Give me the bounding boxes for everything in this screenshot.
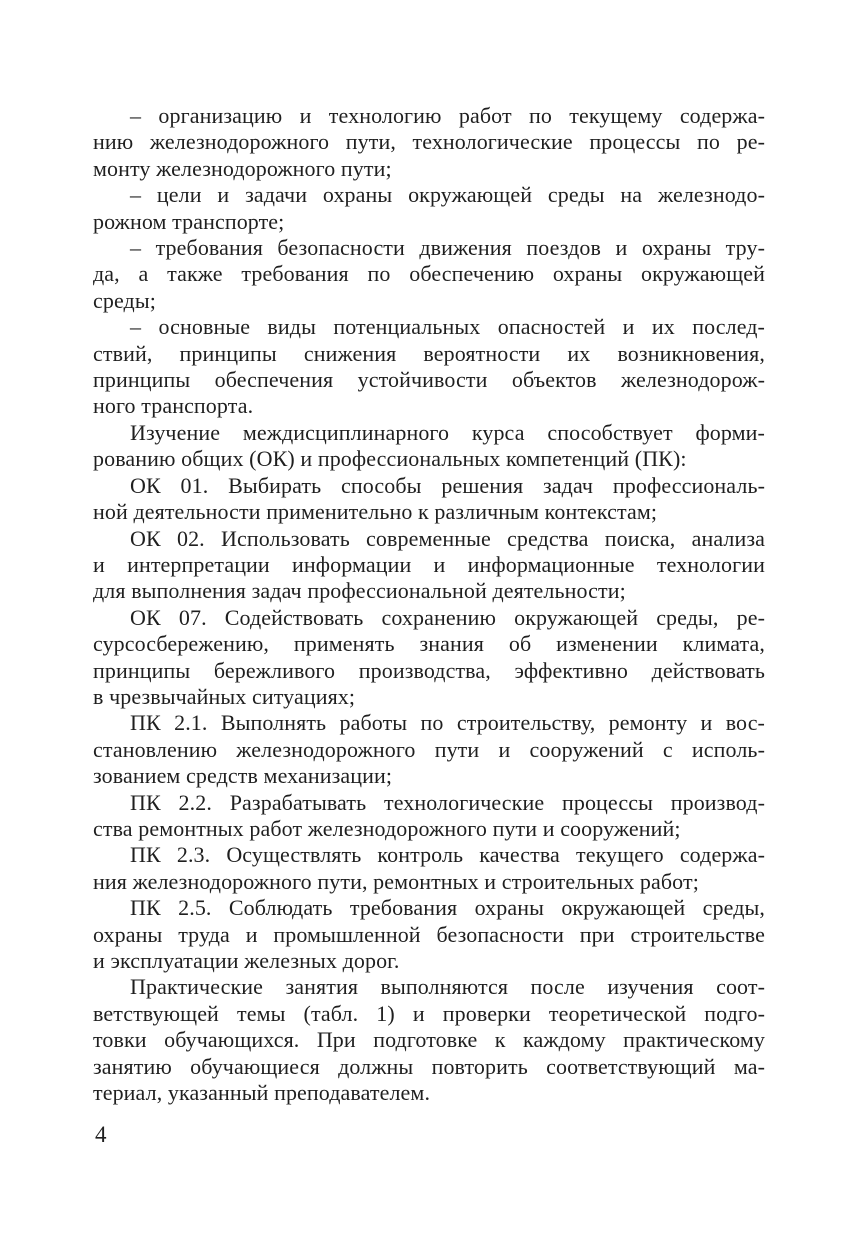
- text-line: Изучение междисциплинарного курса способствует форми-: [130, 419, 765, 445]
- paragraph: [93, 790, 765, 843]
- paragraph: [93, 605, 765, 711]
- text-line: принципы обеспечения устойчивости объектов железнодорож-: [93, 367, 765, 393]
- text-line: рованию общих (ОК) и профессиональных компетенций (ПК):: [93, 446, 687, 472]
- text-line: охраны труда и промышленной безопасности при строительстве: [93, 921, 765, 947]
- text-line: среды;: [93, 287, 156, 313]
- text-line: зованием средств механизации;: [93, 763, 393, 789]
- paragraph: [93, 473, 765, 526]
- paragraph: [93, 974, 765, 1106]
- paragraph: [93, 235, 765, 314]
- text-line: – требования безопасности движения поездов и охраны тру-: [130, 235, 765, 261]
- text-line: для выполнения задач профессиональной деятельности;: [93, 578, 626, 604]
- paragraph: [93, 710, 765, 789]
- text-line: – основные виды потенциальных опасностей и их послед-: [130, 314, 765, 340]
- text-line: да, а также требования по обеспечению охраны окружающей: [93, 261, 765, 287]
- text-line: ПК 2.5. Соблюдать требования охраны окружающей среды,: [130, 895, 765, 921]
- text-line: ствий, принципы снижения вероятности их возникновения,: [93, 340, 765, 366]
- paragraph: [93, 420, 765, 473]
- text-line: ства ремонтных работ железнодорожного пути и сооружений;: [93, 815, 681, 841]
- text-line: ПК 2.1. Выполнять работы по строительству, ремонту и вос-: [130, 710, 765, 736]
- paragraph: [93, 314, 765, 420]
- text-line: ПК 2.3. Осуществлять контроль качества текущего содержа-: [130, 842, 765, 868]
- text-line: ОК 07. Содействовать сохранению окружающей среды, ре-: [130, 604, 765, 630]
- text-line: ОК 01. Выбирать способы решения задач профессиональ-: [130, 472, 765, 498]
- text-line: и эксплуатации железных дорог.: [93, 948, 400, 973]
- text-line: в чрезвычайных ситуациях;: [93, 683, 356, 709]
- body-text: [93, 103, 765, 1106]
- paragraph: [93, 842, 765, 895]
- page-number: 4: [95, 1122, 107, 1147]
- text-line: ния железнодорожного пути, ремонтных и строительных работ;: [93, 868, 699, 894]
- text-line: монту железнодорожного пути;: [93, 155, 392, 181]
- text-line: рожном транспорте;: [93, 208, 285, 234]
- text-line: ПК 2.2. Разрабатывать технологические процессы производ-: [130, 789, 765, 815]
- text-line: Практические занятия выполняются после изучения соот-: [130, 974, 765, 1000]
- text-line: териал, указанный преподавателем.: [93, 1080, 431, 1106]
- text-line: принципы бережливого производства, эффективно действовать: [93, 657, 765, 683]
- text-line: – цели и задачи охраны окружающей среды на железнодо-: [130, 182, 765, 208]
- paragraph: [93, 895, 765, 974]
- text-line: ной деятельности применительно к различным контекстам;: [93, 499, 658, 525]
- paragraph: [93, 103, 765, 182]
- text-line: товки обучающихся. При подготовке к каждому практическому: [93, 1027, 765, 1053]
- text-line: становлению железнодорожного пути и сооружений с исполь-: [93, 736, 765, 762]
- paragraph: [93, 526, 765, 605]
- paragraph: [93, 182, 765, 235]
- text-line: занятию обучающиеся должны повторить соответствующий ма-: [93, 1053, 765, 1079]
- text-line: – организацию и технологию работ по текущему содержа-: [130, 103, 765, 128]
- text-line: сурсосбережению, применять знания об изменении климата,: [93, 631, 765, 657]
- text-line: ОК 02. Использовать современные средства поиска, анализа: [130, 525, 765, 551]
- text-line: ного транспорта.: [93, 393, 254, 419]
- text-line: и интерпретации информации и информационные технологии: [93, 551, 765, 577]
- text-line: ветствующей темы (табл. 1) и проверки теоретической подго-: [93, 1000, 765, 1026]
- text-line: нию железнодорожного пути, технологические процессы по ре-: [93, 129, 765, 155]
